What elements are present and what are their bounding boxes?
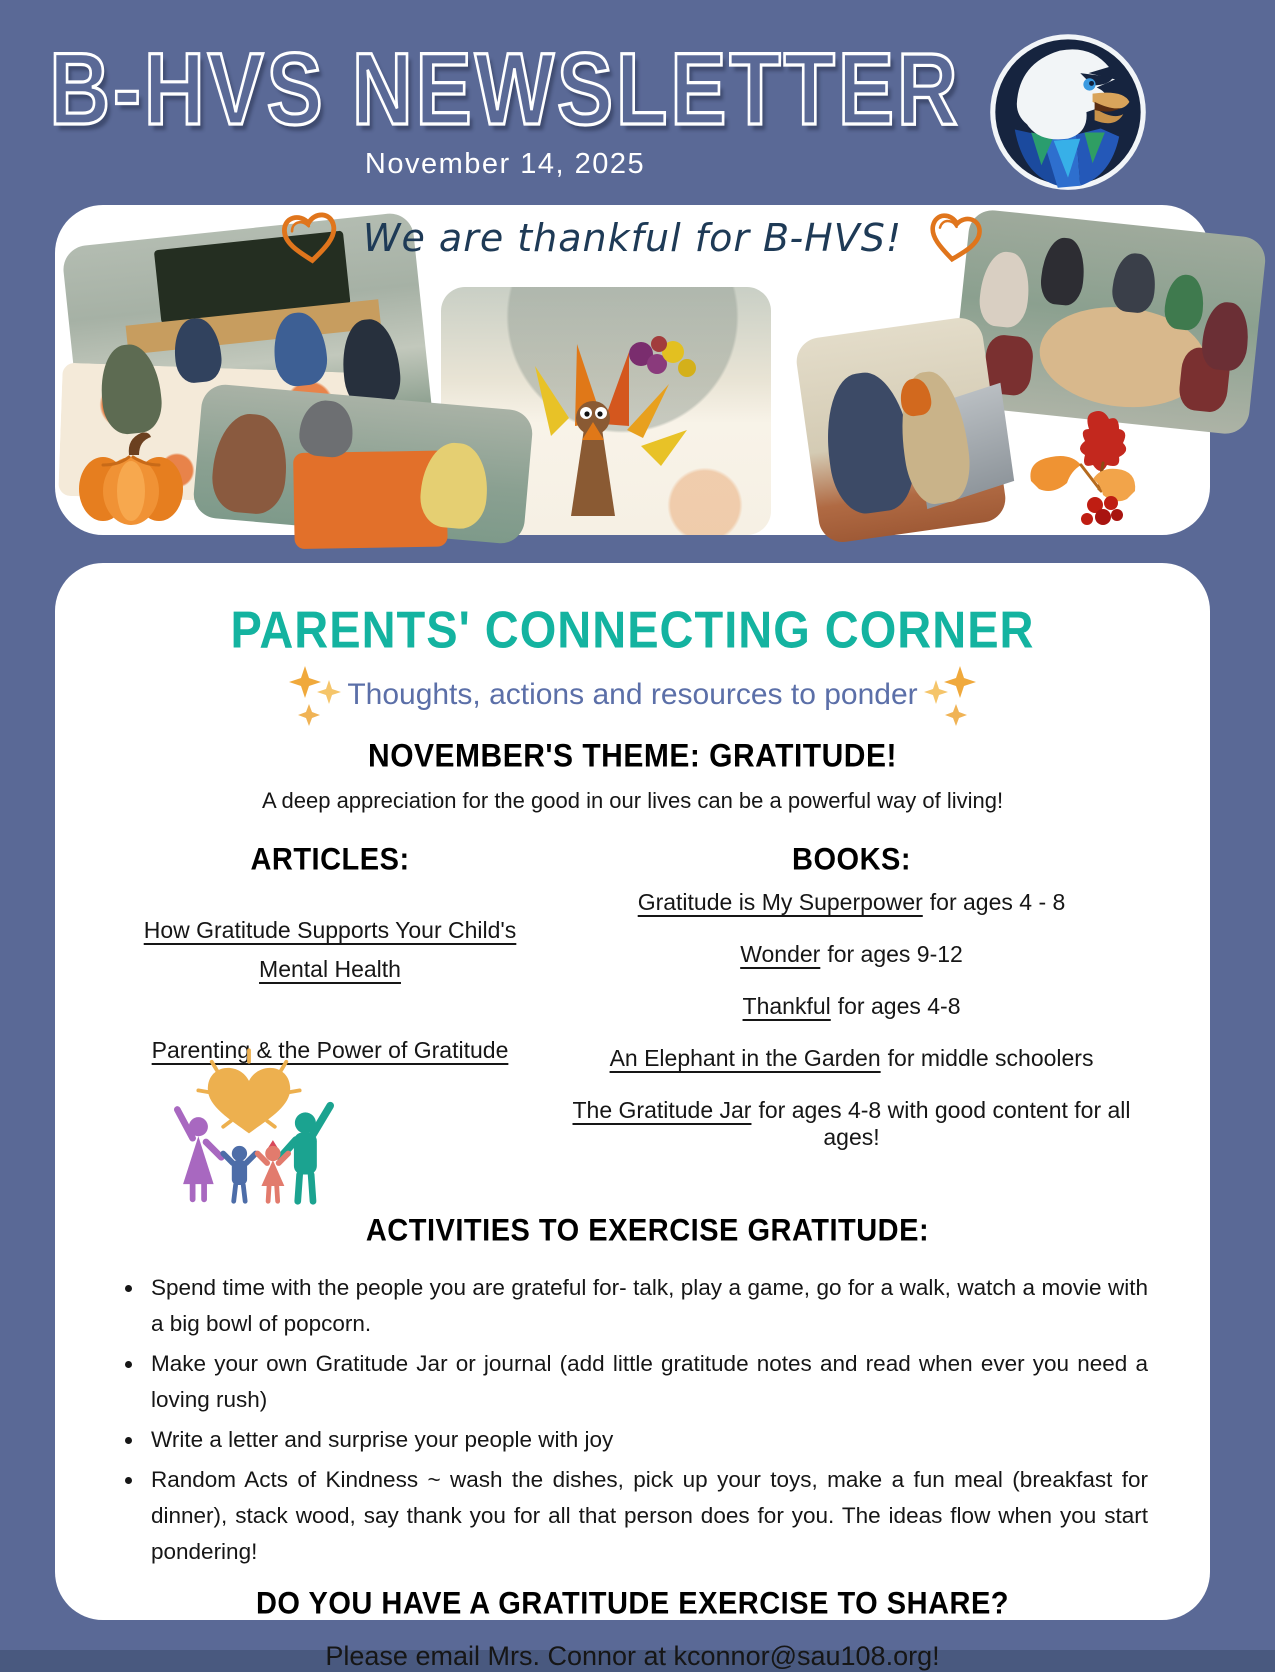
fall-leaves-berries-icon — [1017, 405, 1139, 533]
share-question: DO YOU HAVE A GRATITUDE EXERCISE TO SHARE? — [255, 1586, 1010, 1622]
banner-caption: We are thankful for B-HVS! — [362, 216, 903, 260]
activity-item: • Make your own Gratitude Jar or journal (add little gratitude notes and read when ever you need a loving rush) — [145, 1346, 1148, 1418]
activity-item: • Spend time with the people you are grateful for- talk, play a game, go for a walk, watch a movie with a big bowl of popcorn. — [145, 1270, 1148, 1342]
activity-item: • Write a letter and surprise your people with joy — [145, 1422, 1148, 1458]
theme-text: A deep appreciation for the good in our lives can be a powerful way of living! — [261, 788, 1004, 813]
heart-icon — [278, 208, 341, 268]
book-line — [549, 889, 1154, 916]
heart-icon — [924, 209, 986, 267]
stars-icon — [922, 664, 978, 726]
eagle-mascot-icon — [986, 22, 1150, 196]
book-note: for ages 4 - 8 — [929, 889, 1066, 915]
book-link-thankful[interactable]: Thankful — [742, 993, 831, 1019]
book-line — [549, 941, 1154, 968]
theme-heading: NOVEMBER'S THEME: GRATITUDE! — [368, 738, 897, 775]
photo-kitchen-volunteers — [794, 315, 1009, 545]
page-title: PARENTS' CONNECTING CORNER — [230, 600, 1035, 659]
activity-item: • Random Acts of Kindness ~ wash the dishes, pick up your toys, make a fun meal (breakfast for dinner), stack wood, say thank you for all that person does for you. The ideas flow when you start pondering! — [145, 1462, 1148, 1570]
books-column — [549, 844, 1154, 1151]
book-line — [549, 1045, 1154, 1072]
email-line: Please email Mrs. Connor at kconnor@sau108.org! — [325, 1641, 940, 1671]
book-link-the-gratitude-jar[interactable]: The Gratitude Jar — [572, 1097, 752, 1123]
activities-list — [111, 1270, 1154, 1570]
photo-family-dinner-orange-table — [192, 383, 534, 545]
content-card — [55, 563, 1210, 1671]
book-link-gratitude-is-my-superpower[interactable]: Gratitude is My Superpower — [637, 889, 923, 915]
book-link-wonder[interactable]: Wonder — [740, 941, 821, 967]
book-note: for ages 4-8 with good content for all ages! — [758, 1097, 1131, 1150]
book-note: for middle schoolers — [887, 1045, 1094, 1071]
photo-banner-card — [55, 205, 1210, 535]
book-note: for ages 4-8 — [837, 993, 961, 1019]
book-link-an-elephant-in-the-garden[interactable]: An Elephant in the Garden — [609, 1045, 881, 1071]
articles-heading: ARTICLES: — [250, 842, 410, 878]
books-heading: BOOKS: — [792, 842, 912, 878]
newsletter-title: B-HVS NEWSLETTER — [49, 31, 961, 146]
newsletter-date: November 14, 2025 — [364, 148, 646, 180]
article-link-child-mental-health[interactable]: How Gratitude Supports Your Child's Mental Health — [143, 917, 517, 982]
book-line — [549, 1097, 1154, 1151]
stars-icon — [287, 664, 343, 726]
family-heart-clipart-icon — [147, 1035, 351, 1207]
book-note: for ages 9-12 — [827, 941, 963, 967]
pumpkin-icon — [69, 425, 195, 529]
page-subtitle: Thoughts, actions and resources to ponder — [347, 678, 918, 711]
activities-heading: ACTIVITIES TO EXERCISE GRATITUDE: — [365, 1213, 930, 1249]
book-line — [549, 993, 1154, 1020]
article-link-power-of-gratitude[interactable]: Parenting & the Power of Gratitude — [151, 1037, 509, 1063]
